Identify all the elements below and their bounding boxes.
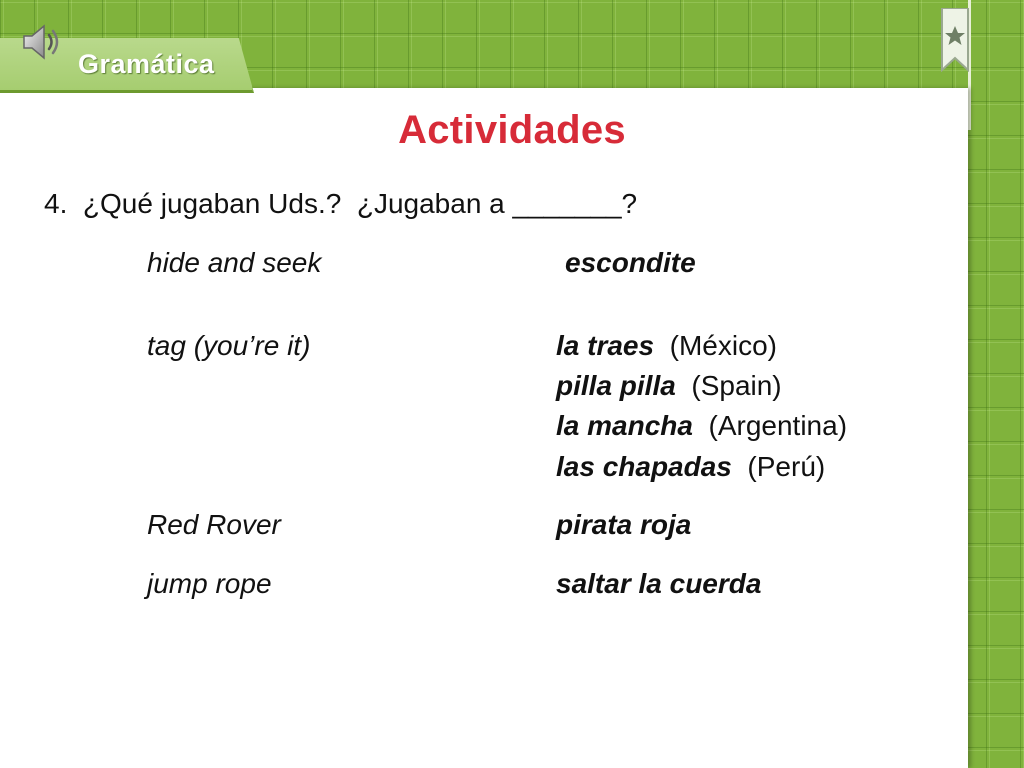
region-label: (Argentina) xyxy=(692,410,848,441)
english-term: jump rope xyxy=(147,568,272,599)
spanish-term xyxy=(556,509,691,541)
speaker-icon[interactable] xyxy=(20,20,64,64)
region-label: (Spain) xyxy=(675,370,782,401)
english-term: hide and seek xyxy=(147,247,322,278)
english-term: tag (you’re it) xyxy=(147,330,311,361)
spanish-term xyxy=(556,370,782,402)
question-text: 4. ¿Qué jugaban Uds.? ¿Jugaban a _______? xyxy=(44,188,638,219)
spanish-term-text: pirata roja xyxy=(556,509,692,540)
spanish-term-text: escondite xyxy=(565,247,696,278)
region-label: (Perú) xyxy=(731,451,826,482)
region-label: (México) xyxy=(654,330,777,361)
english-term: Red Rover xyxy=(147,509,281,540)
bookmark-icon[interactable] xyxy=(940,8,970,72)
section-title: Gramática xyxy=(78,49,215,79)
spanish-term xyxy=(556,568,761,600)
spanish-term-text: la traes xyxy=(556,330,655,361)
spanish-term xyxy=(556,410,847,442)
spanish-term xyxy=(556,330,777,362)
spanish-term xyxy=(556,451,825,483)
slide-title: Actividades xyxy=(398,108,626,152)
spanish-term-text: las chapadas xyxy=(556,451,732,482)
spanish-term-text: saltar la cuerda xyxy=(556,568,762,599)
spanish-term-text: la mancha xyxy=(556,410,693,441)
spanish-term-text: pilla pilla xyxy=(556,370,676,401)
spanish-term xyxy=(565,247,696,279)
